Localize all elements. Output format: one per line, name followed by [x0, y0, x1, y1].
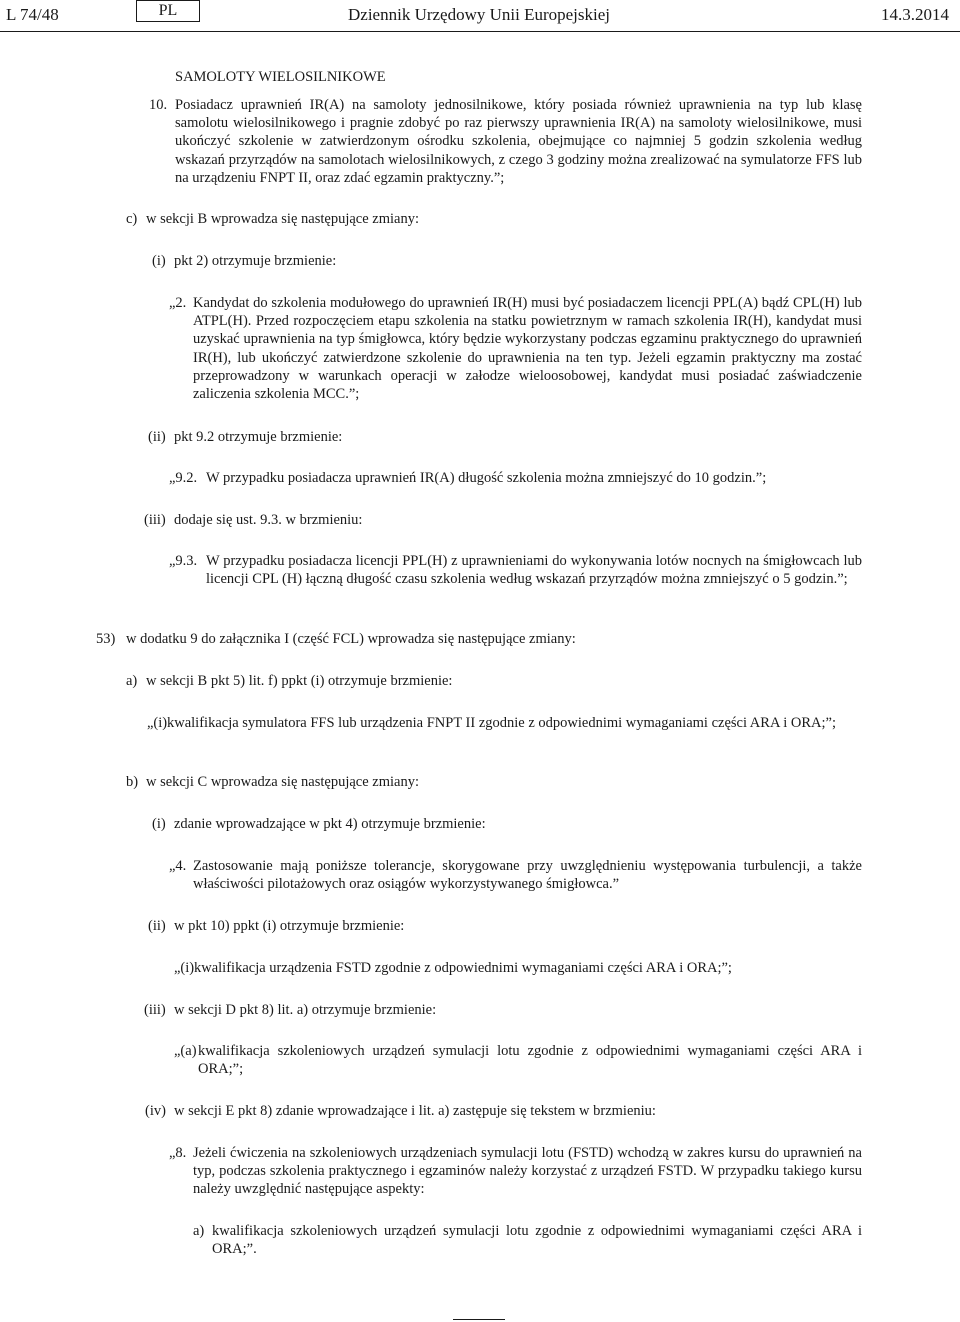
- quote-label: „9.3.: [169, 553, 198, 569]
- item-label: a): [126, 673, 138, 689]
- publication-date: 14.3.2014: [881, 5, 949, 24]
- quote-point-9-2: W przypadku posiadacza uprawnień IR(A) długość szkolenia można zmniejszyć do 10 godzin.”;: [206, 470, 767, 486]
- subitem-c-i: pkt 2) otrzymuje brzmienie:: [174, 253, 337, 269]
- item-b: w sekcji C wprowadza się następujące zmiany:: [146, 774, 419, 790]
- language-box: PL: [136, 0, 200, 22]
- subitem-label: (ii): [148, 918, 166, 934]
- item-a: w sekcji B pkt 5) lit. f) ppkt (i) otrzymuje brzmienie:: [146, 673, 453, 689]
- subitem-c-iii: dodaje się ust. 9.3. w brzmieniu:: [174, 512, 363, 528]
- page-number: L 74/48: [6, 5, 59, 24]
- item-label: b): [126, 774, 139, 790]
- quote-label: „2.: [169, 295, 187, 311]
- subitem-label: (ii): [148, 429, 166, 445]
- quote-point-8-a: kwalifikacja szkoleniowych urządzeń symulacji lotu zgodnie z odpowiednimi wymaganiami części ARA i ORA;”.: [212, 1223, 862, 1258]
- subitem-b-iv: w sekcji E pkt 8) zdanie wprowadzające i lit. a) zastępuje się tekstem w brzmieniu:: [174, 1103, 656, 1119]
- quote-label: „(i): [174, 960, 195, 976]
- quote-label: „(i): [147, 715, 168, 731]
- quote-label: „8.: [169, 1145, 187, 1161]
- subitem-label: (i): [152, 816, 166, 832]
- quote-label: „4.: [169, 858, 187, 874]
- footer-rule: [453, 1319, 505, 1320]
- section-title: SAMOLOTY WIELOSILNIKOWE: [175, 69, 386, 85]
- subitem-c-ii: pkt 9.2 otrzymuje brzmienie:: [174, 429, 343, 445]
- subitem-b-iii: w sekcji D pkt 8) lit. a) otrzymuje brzmienie:: [174, 1002, 437, 1018]
- quote-b-ii-i: kwalifikacja urządzenia FSTD zgodnie z odpowiednimi wymaganiami części ARA i ORA;”;: [194, 960, 732, 976]
- quote-a-i: kwalifikacja symulatora FFS lub urządzenia FNPT II zgodnie z odpowiednimi wymaganiami części ARA i ORA;”;: [167, 715, 837, 731]
- subitem-label: (iii): [144, 512, 166, 528]
- item-label: c): [126, 211, 138, 227]
- paragraph-label: 53): [96, 631, 116, 647]
- paragraph-10: Posiadacz uprawnień IR(A) na samoloty jednosilnikowe, który posiada również uprawnienia na typ lub klasę samolotu wielosilnikowego i pragnie zdobyć po raz pierwszy uprawnienia IR(A) na samoloty wielosilnikowe, musi ukończyć szkolenie w zatwierdzonym ośrodku szkolenia, obejmujące co najmniej 5 godzin szkolenia według wskazań przyrządów na samolotach wielosilnikowych, z czego 3 godziny można zrealizować na symulatorze FFS lub na urządzeniu FNPT II, oraz zdać egzamin praktyczny.”;: [175, 97, 862, 186]
- quote-point-8: Jeżeli ćwiczenia na szkoleniowych urządzeniach symulacji lotu (FSTD) wchodzą w zakres kursu do uprawnień na typ, podczas szkolenia praktycznego i egzaminów należy korzystać z urządzeń FSTD. W przypadku takiego kursu należy uwzględnić następujące aspekty:: [193, 1145, 862, 1198]
- paragraph-53: w dodatku 9 do załącznika I (część FCL) wprowadza się następujące zmiany:: [126, 631, 576, 647]
- subitem-label: (iv): [145, 1103, 166, 1119]
- subitem-b-ii: w pkt 10) ppkt (i) otrzymuje brzmienie:: [174, 918, 405, 934]
- paragraph-label: 10.: [149, 97, 168, 113]
- quote-point-9-3: W przypadku posiadacza licencji PPL(H) z uprawnieniami do wykonywania lotów nocnych na śmigłowcach lub licencji CPL (H) łączną długość czasu szkolenia według wskazań przyrządów można zmniejszyć o 5 godzin.”;: [206, 553, 862, 588]
- subitem-label: (i): [152, 253, 166, 269]
- quote-label: „9.2.: [169, 470, 198, 486]
- item-c: w sekcji B wprowadza się następujące zmiany:: [146, 211, 419, 227]
- quote-label: a): [193, 1223, 205, 1239]
- subitem-label: (iii): [144, 1002, 166, 1018]
- quote-label: „(a): [174, 1043, 197, 1059]
- quote-b-iii-a: kwalifikacja szkoleniowych urządzeń symulacji lotu zgodnie z odpowiednimi wymaganiami części ARA i ORA;”;: [198, 1043, 862, 1078]
- quote-point-4: Zastosowanie mają poniższe tolerancje, skorygowane przy uwzględnieniu występowania turbulencji, a także właściwości pilotażowych oraz osiągów wykorzystywanego śmigłowca.”: [193, 858, 862, 893]
- journal-title: Dziennik Urzędowy Unii Europejskiej: [348, 5, 611, 24]
- subitem-b-i: zdanie wprowadzające w pkt 4) otrzymuje brzmienie:: [174, 816, 486, 832]
- quote-point-2: Kandydat do szkolenia modułowego do uprawnień IR(H) musi być posiadaczem licencji PPL(A) bądź CPL(H) lub ATPL(H). Przed rozpoczęciem etapu szkolenia na statku powietrznym w ramach szkolenia IR(H), kandydat musi uzyskać uprawnienia na typ śmigłowca, który będzie wykorzystany podczas egzaminu praktycznego do uprawnień IR(H), lub ukończyć zatwierdzone szkolenie do uprawnienia na ten typ. Jeżeli egzamin praktyczny ma zostać przeprowadzony w warunkach operacji w załodze wieloosobowej, kandydat musi posiadać zaświadczenie zaliczenia szkolenia MCC.”;: [193, 295, 862, 403]
